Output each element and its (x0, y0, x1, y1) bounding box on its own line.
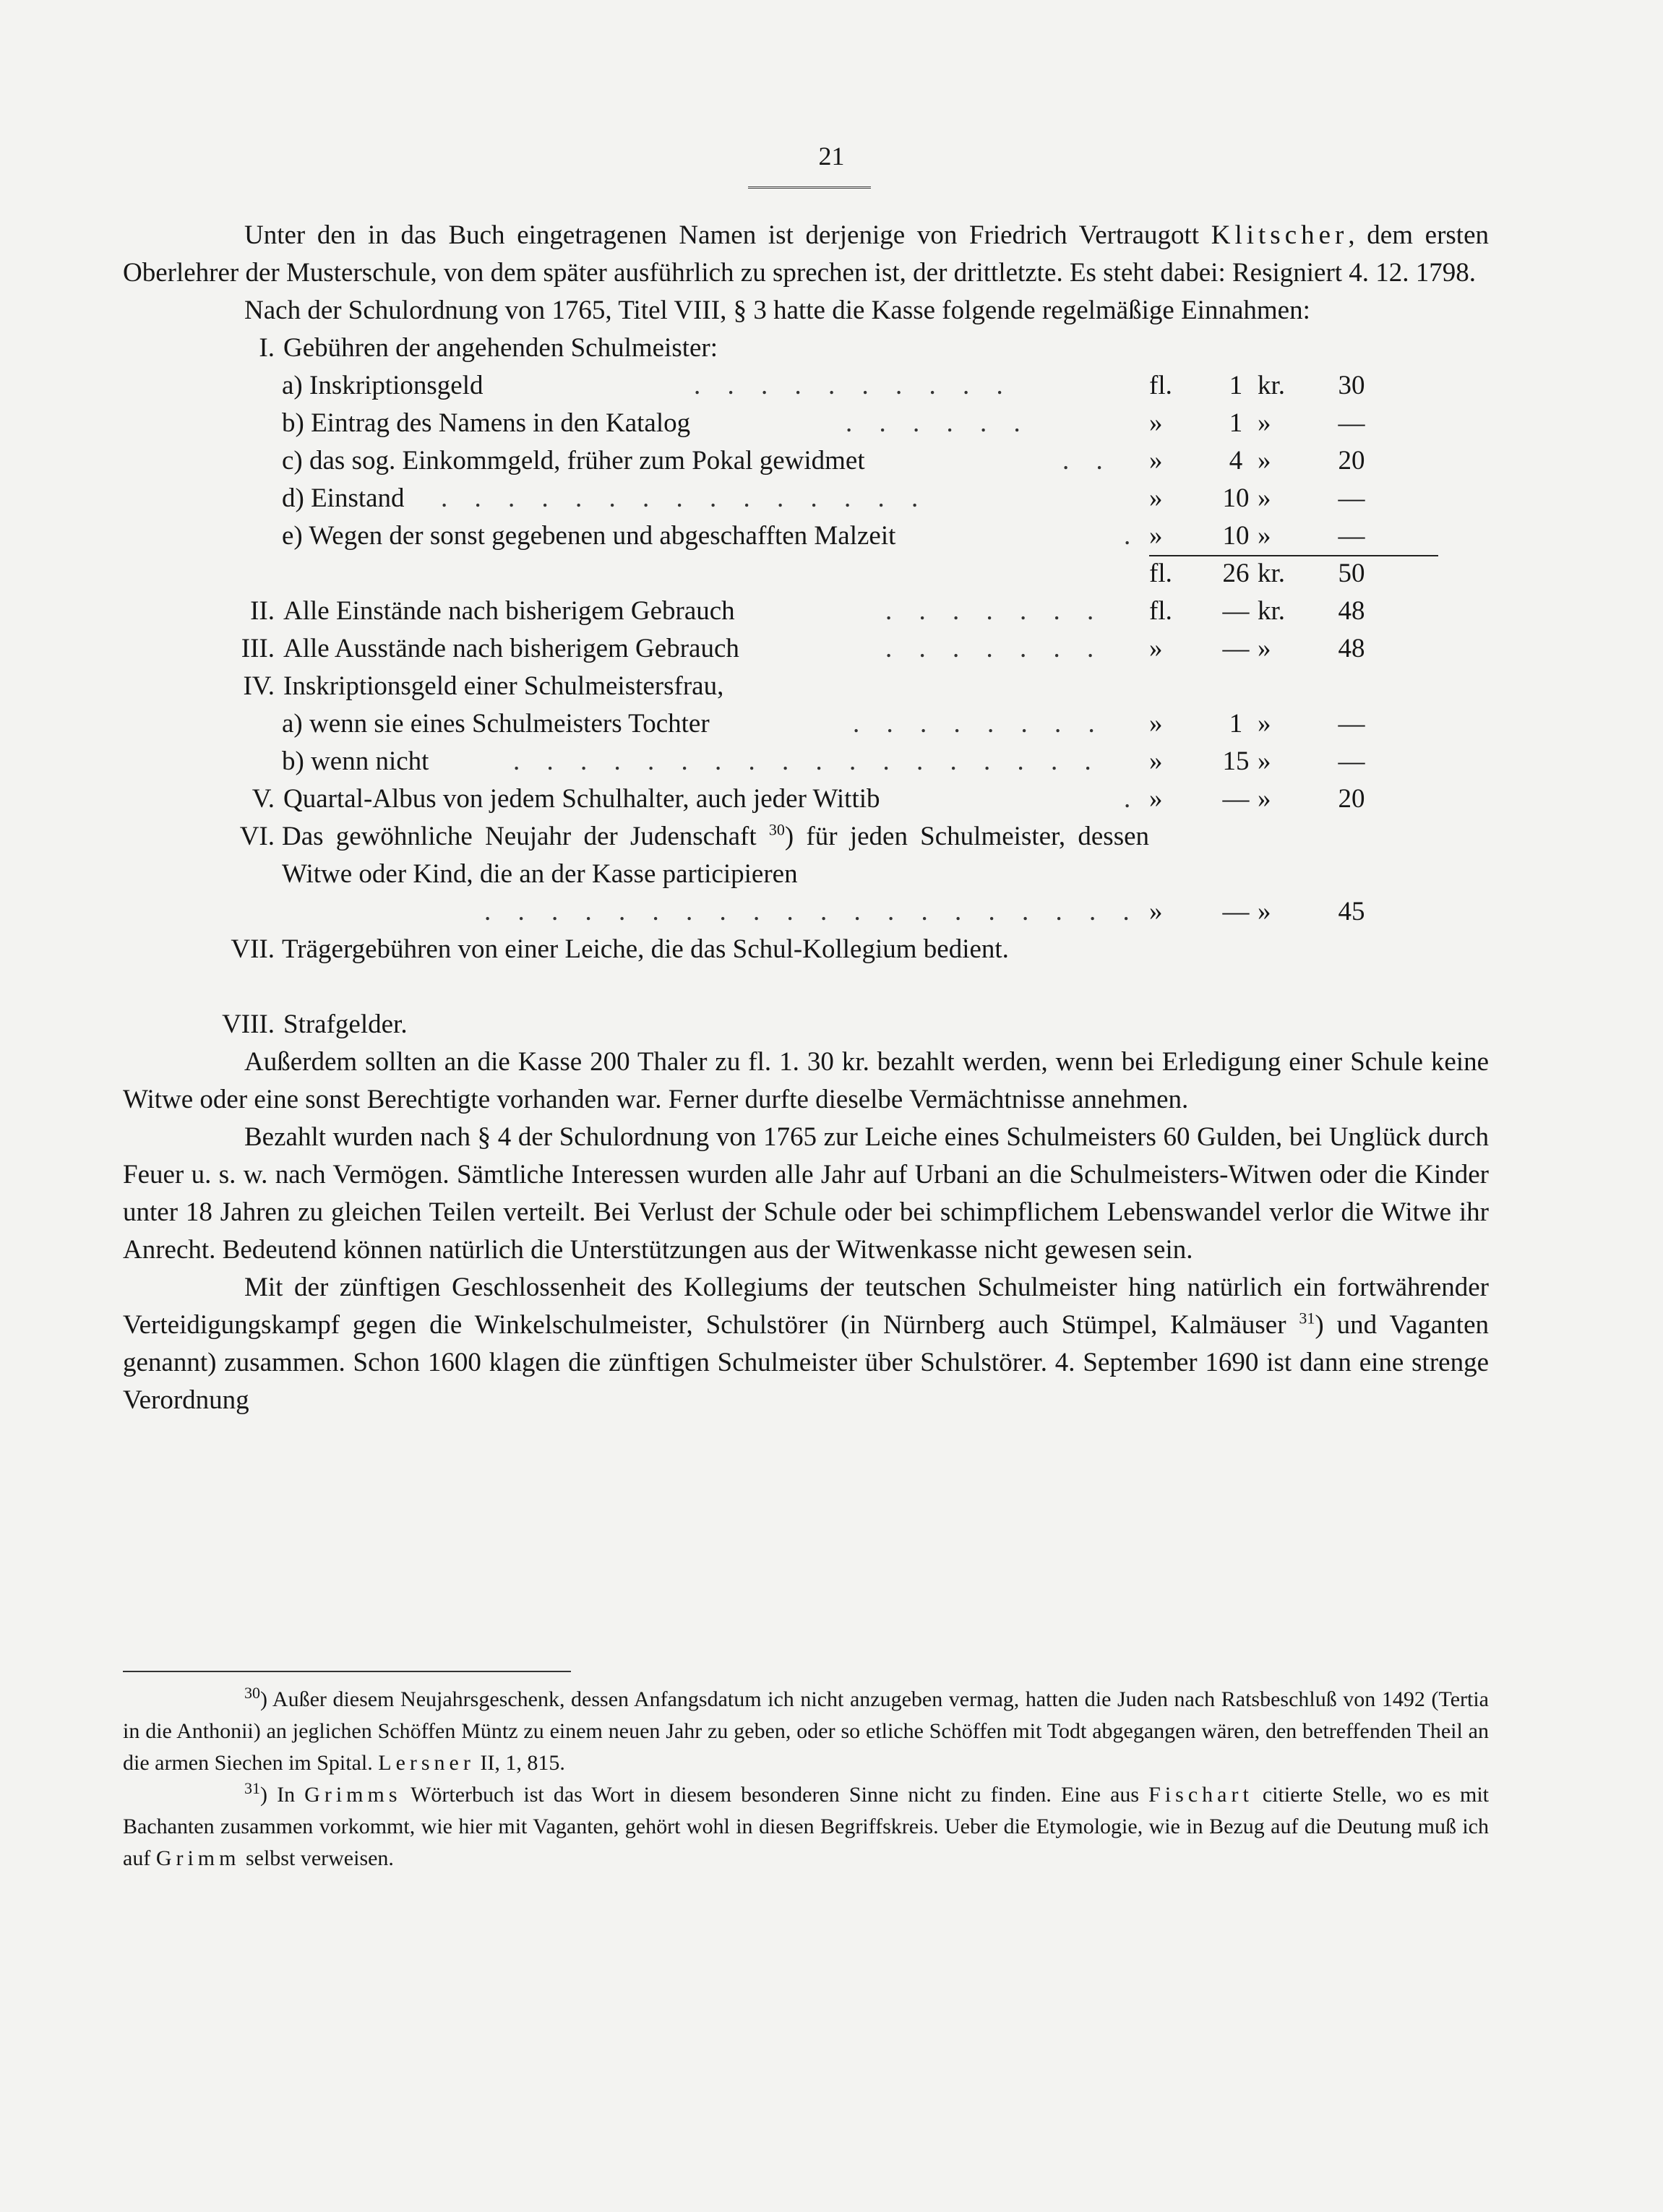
paragraph-bezahlt: Bezahlt wurden nach § 4 der Schulordnung von 1765 zur Leiche eines Schulmeisters 60 Gulden, bei Unglück durch Feuer u. s. w. nach Vermögen. Sämtliche Interessen wurden alle Jahr auf Urbani an die Schulmeisters-Witwen oder die Kinder unter 18 Jahren zu gleichen Teilen verteilt. Bei Verlust der Schule oder bei schimpflichem Lebenswandel verlor die Witwe ihr Anrecht. Bedeutend können natürlich die Unterstützungen aus der Witwenkasse nicht gewesen sein. (123, 1122, 1489, 1265)
footnote-ref-31: 31 (1299, 1309, 1315, 1327)
fee-item-IV (123, 668, 1489, 705)
roman-numeral: VIII. (222, 1010, 275, 1039)
footnotes (123, 1684, 1489, 1875)
fee-label: a) wenn sie eines Schulmeisters Tochter (282, 709, 710, 739)
roman-numeral: I. (259, 333, 275, 363)
footnote-31: $^{31}$) In Grimms Wörterbuch ist das Wort in diesem besonderen Sinne nicht zu finden. Eine aus Fischart citierte Stelle, wo es mit Bachanten zusammen vorkommt, wie hier mit Vaganten, gehört wohl in diesen Begriffskreis. Ueber die Etymologie, wie in Bezug auf die Deutung muß ich auf Grimm selbst verweisen. (123, 1779, 1490, 1870)
roman-numeral: II. (250, 596, 275, 626)
fee-item-VI: VI. Das gewöhnliche Neujahr der Judenschaft $^{30}$) für jeden Schulmeister, dessen Witwe oder Kind, die an der Kasse participieren . . . . . . . . . . . . . . . . . . . . » — » 45 (123, 818, 1489, 931)
fee-subitem-a: a) Inskriptionsgeld . . . . . . . . . . fl. 1 kr. 30 (123, 367, 1489, 405)
fee-list (123, 330, 1489, 1043)
footnote-marker: 30 (244, 1684, 260, 1702)
leader-dots: . . (1062, 446, 1113, 475)
fee-label: Gebühren der angehenden Schulmeister: (283, 333, 718, 363)
leader-dots: . . . . . . (846, 408, 1031, 438)
intro-text-1: Unter den in das Buch eingetragenen Namen ist derjenige von Friedrich Vertraugott (244, 220, 1200, 250)
roman-numeral: IV. (243, 671, 275, 701)
footnote-ref-30: 30 (768, 820, 785, 839)
sum-rule (1149, 555, 1438, 556)
fee-label: c) das sog. Einkommgeld, früher zum Pokal gewidmet (282, 446, 865, 475)
fee-item-IV-b: b) wenn nicht . . . . . . . . . . . . . . . . . . » 15 » — (123, 743, 1489, 780)
fee-label: Quartal-Albus von jedem Schulhalter, auch jeder Wittib (283, 784, 880, 814)
author-grimm-2: Grimm (155, 1846, 241, 1870)
fee-label: Das gewöhnliche Neujahr der Judenschaft $^{30}$) für jeden Schulmeister, dessen Witwe oder Kind, die an der Kasse participieren (282, 820, 1150, 889)
fee-item-VII (123, 931, 1489, 1006)
author-fischart: Fischart (1148, 1783, 1253, 1807)
footnote-marker: 31 (244, 1779, 260, 1797)
fee-item-I (123, 330, 1489, 367)
fee-label: Alle Einstände nach bisherigem Gebrauch (283, 596, 735, 626)
intro-text-2: , dem ersten Oberlehrer der Musterschule, von dem später ausführlich zu sprechen ist, der drittletzte. Es steht dabei: Resigniert 4. 12. 1798. (123, 220, 1490, 288)
fee-subitem-c: c) das sog. Einkommgeld, früher zum Pokal gewidmet . . » 4 » 20 (123, 442, 1489, 480)
fee-label: Trägergebühren von einer Leiche, die das Schul-Kollegium bedient. (282, 934, 1009, 964)
leader-dots: . . . . . . . . . . . . . . . . . . . . (484, 897, 1140, 926)
fee-subitem-b: b) Eintrag des Namens in den Katalog . . . . . . » 1 » — (123, 405, 1489, 442)
fee-label: Inskriptionsgeld einer Schulmeistersfrau, (283, 671, 724, 701)
fee-label: a) Inskriptionsgeld (282, 371, 484, 400)
fee-subitem-d: d) Einstand . . . . . . . . . . . . . . . » 10 » — (123, 480, 1489, 517)
roman-numeral: III. (241, 634, 275, 663)
fee-subitem-e: e) Wegen der sonst gegebenen und abgeschafften Malzeit . » 10 » — (123, 517, 1489, 555)
fee-item-IV-a: a) wenn sie eines Schulmeisters Tochter . . . . . . . . » 1 » — (123, 705, 1489, 743)
fee-label: b) wenn nicht (282, 746, 429, 776)
fee-sum: fl. 26 kr. 50 (123, 555, 1489, 593)
leader-dots: . . . . . . . . (853, 709, 1105, 739)
fee-label: d) Einstand (282, 483, 405, 513)
author-grimm: Grimms (304, 1783, 402, 1807)
fee-item-III: III. Alle Ausstände nach bisherigem Gebrauch . . . . . . . » — » 48 (123, 630, 1489, 668)
leader-dots: . (1124, 521, 1141, 551)
paragraph-intro (123, 217, 1489, 292)
fee-label: Alle Ausstände nach bisherigem Gebrauch (283, 634, 739, 663)
page-number: 21 (818, 142, 845, 171)
page-number-ornament (748, 181, 871, 189)
main-text (123, 217, 1489, 1419)
paragraph-kasse: Außerdem sollten an die Kasse 200 Thaler zu fl. 1. 30 kr. bezahlt werden, wenn bei Erledigung einer Schule keine Witwe oder eine sonst Berechtigte vorhanden war. Ferner durfte dieselbe Vermächtnisse annehmen. (123, 1047, 1489, 1114)
footnote-30: $^{30}$) Außer diesem Neujahrsgeschenk, dessen Anfangsdatum ich nicht anzugeben vermag, hatten die Juden nach Ratsbeschluß von 1492 (Tertia in die Anthonii) an jeglichen Schöffen Müntz zu einem neuen Jahr zu geben, oder so etliche Schöffen mit Todt abgegangen wären, den betreffenden Theil an die armen Siechen im Spital. Lersner II, 1, 815. (123, 1684, 1489, 1775)
fee-label: b) Eintrag des Namens in den Katalog (282, 408, 691, 438)
leader-dots: . . . . . . . (885, 634, 1104, 663)
leader-dots: . . . . . . . . . . . . . . . . . . (513, 746, 1101, 776)
roman-numeral: V. (252, 784, 275, 814)
leader-dots: . . . . . . . (885, 596, 1104, 626)
fee-label: Strafgelder. (283, 1010, 408, 1039)
footnote-divider (123, 1671, 571, 1672)
fee-item-V: V. Quartal-Albus von jedem Schulhalter, auch jeder Wittib . » — » 20 (123, 780, 1489, 818)
leader-dots: . . . . . . . . . . (694, 371, 1013, 400)
fee-item-II: II. Alle Einstände nach bisherigem Gebrauch . . . . . . . fl. — kr. 48 (123, 593, 1489, 630)
leader-dots: . (1124, 784, 1141, 814)
paragraph-schulstoerer: Mit der zünftigen Geschlossenheit des Kollegiums der teutschen Schulmeister hing natürlich ein fortwährender Verteidigungskampf gegen die Winkelschulmeister, Schulstörer (in Nürnberg auch Stümpel, Kalmäuser $^{31}$) und Vaganten genannt) zusammen. Schon 1600 klagen die zünftigen Schulmeister über Schulstörer. 4. September 1690 ist dann eine strenge Verordnung (123, 1273, 1489, 1415)
author-lersner: Lersner (378, 1751, 475, 1775)
roman-numeral: VI. (239, 822, 275, 851)
fee-label: e) Wegen der sonst gegebenen und abgeschafften Malzeit (282, 521, 896, 551)
leader-dots: . . . . . . . . . . . . . . . (441, 483, 929, 513)
paragraph-schulordnung: Nach der Schulordnung von 1765, Titel VIII, § 3 hatte die Kasse folgende regelmäßige Einnahmen: (244, 296, 1310, 325)
fee-item-VIII (123, 1006, 1489, 1043)
roman-numeral: VII. (231, 934, 275, 964)
name-klitscher: Klitscher (1211, 220, 1349, 250)
